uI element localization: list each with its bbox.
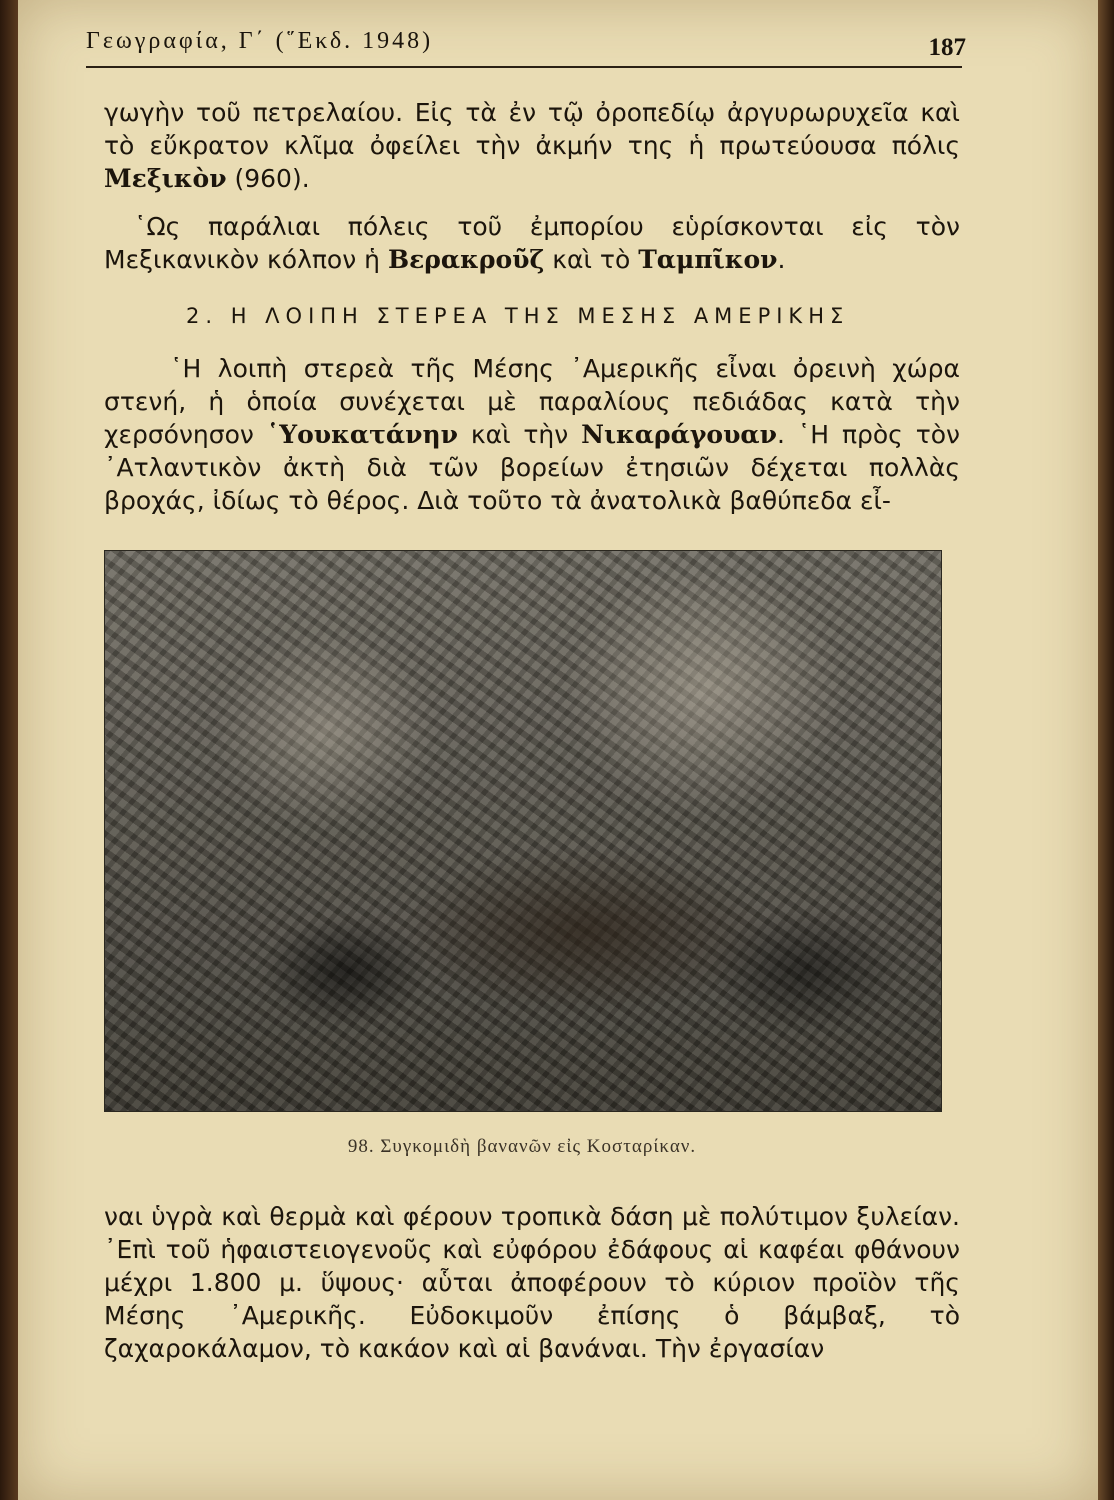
banana-harvest-photo [104, 550, 942, 1112]
paragraph-2-text-b: καὶ τὸ [544, 245, 639, 274]
place-name-yucatan: ῾Υουκατάνην [266, 420, 459, 449]
page-edge-shadow [1098, 0, 1114, 1500]
running-title: Γεωγραφία, Γ΄ (῞Εκδ. 1948) [86, 28, 434, 54]
paragraph-4: ναι ὑγρὰ καὶ θερμὰ καὶ φέρουν τροπικὰ δάση μὲ πολύτιμον ξυλείαν. ᾿Επὶ τοῦ ἡφαιστειογενοῦς καὶ εὐφόρου ἐδάφους αἱ καφέαι φθάνουν μέχρι 1.800 μ. ὕψους· αὗται ἀποφέρουν τὸ κύριον προϊὸν τῆς Μέσης ᾿Αμερικῆς. Εὐδοκιμοῦν ἐπίσης ὁ βάμβαξ, τὸ ζαχαροκάλαμον, τὸ κακάον καὶ αἱ βανάναι. Τὴν ἐργασίαν [104, 1202, 960, 1363]
paragraph-2-text-c: . [777, 245, 786, 274]
place-name-mexico: Μεξικὸν [104, 164, 227, 193]
place-name-veracruz: Βερακροῦζ [387, 245, 545, 274]
page-number: 187 [928, 34, 966, 61]
paragraph-2 [104, 210, 960, 276]
place-name-tampico: Ταμπῖκον [638, 245, 778, 274]
paragraph-3-text-a: ῾Η λοιπὴ στερεὰ τῆς Μέσης ᾿Αμερικῆς εἶναι ὀρεινὴ χώρα στενή, ἡ ὁποία συνέχεται μὲ παραλίους πεδιάδας κατὰ τὴν χερσόνησον [104, 354, 960, 449]
paragraph-1-text-a: γωγὴν τοῦ πετρελαίου. Εἰς τὰ ἐν τῷ ὀροπεδίῳ ἀργυρωρυχεῖα καὶ τὸ εὔκρατον κλῖμα ὀφείλει τὴν ἀκμήν της ἡ πρωτεύουσα πόλις [104, 98, 960, 160]
paragraph-3 [104, 352, 960, 517]
paragraph-1-text-b: (960). [226, 164, 310, 193]
header-rule [86, 66, 962, 68]
page-header [86, 26, 966, 66]
paragraph-1 [104, 96, 960, 195]
section-heading: 2. Η ΛΟΙΠΗ ΣΤΕΡΕΑ ΤΗΣ ΜΕΣΗΣ ΑΜΕΡΙΚΗΣ [186, 304, 850, 328]
place-name-nicaragua: Νικαράγουαν [581, 420, 778, 449]
paragraph-2-text-a: ῾Ως παράλιαι πόλεις τοῦ ἐμπορίου εὑρίσκονται εἰς τὸν Μεξικανικὸν κόλπον ἡ [104, 212, 960, 274]
paragraph-3-text-b: καὶ τὴν [458, 420, 582, 449]
paragraph-3-text-c: . ῾Η πρὸς τὸν ᾿Ατλαντικὸν ἀκτὴ διὰ τῶν βορείων ἐτησιῶν δέχεται πολλὰς βροχάς, ἰδίως τὸ θέρος. Διὰ τοῦτο τὰ ἀνατολικὰ βαθύπεδα εἶ- [104, 420, 961, 515]
figure-caption: 98. Συγκομιδὴ βανανῶν εἰς Κοσταρίκαν. [347, 1136, 697, 1157]
book-spine-shadow [0, 0, 18, 1500]
